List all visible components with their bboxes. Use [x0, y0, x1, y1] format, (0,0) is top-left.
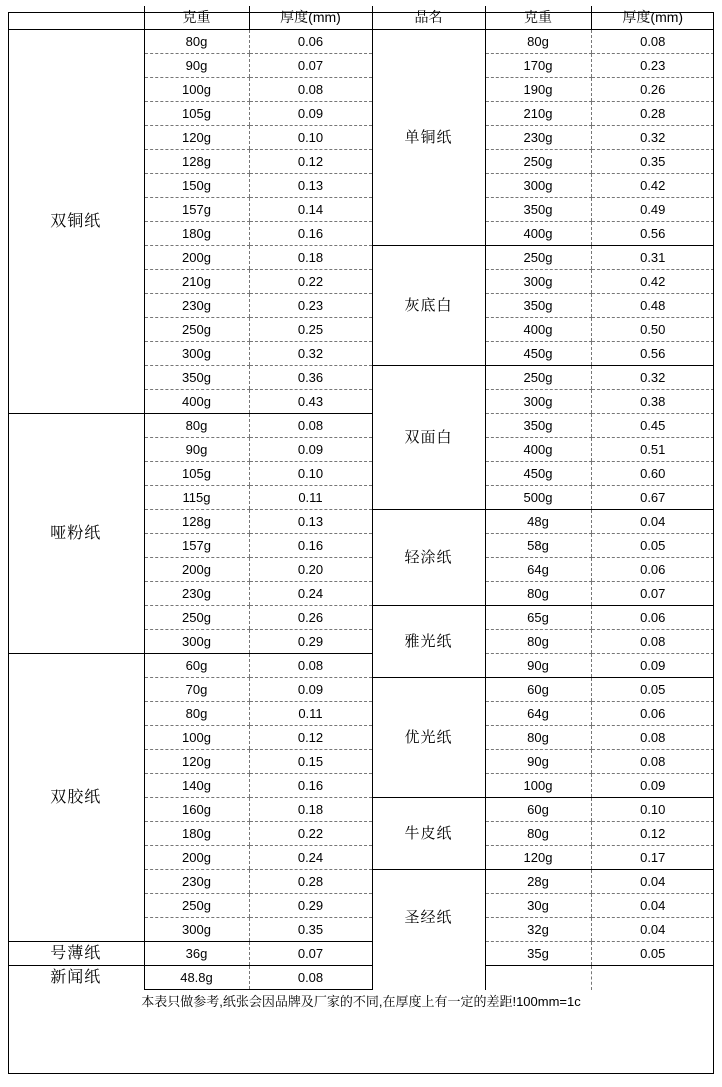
left-weight-cell: 100g — [144, 726, 249, 750]
right-thickness-cell: 0.04 — [591, 510, 714, 534]
right-weight-cell: 80g — [485, 726, 591, 750]
right-thickness-cell: 0.08 — [591, 30, 714, 54]
right-weight-cell: 300g — [485, 390, 591, 414]
right-weight-cell: 250g — [485, 246, 591, 270]
right-weight-cell: 64g — [485, 558, 591, 582]
header-product-name: 品名 — [372, 6, 485, 30]
right-thickness-cell: 0.08 — [591, 726, 714, 750]
left-weight-cell: 128g — [144, 150, 249, 174]
right-thickness-cell: 0.38 — [591, 390, 714, 414]
left-weight-cell: 120g — [144, 750, 249, 774]
left-thickness-cell: 0.18 — [249, 246, 372, 270]
left-weight-cell: 200g — [144, 246, 249, 270]
right-weight-cell: 64g — [485, 702, 591, 726]
left-thickness-cell: 0.09 — [249, 678, 372, 702]
right-weight-cell: 100g — [485, 774, 591, 798]
right-weight-cell: 90g — [485, 654, 591, 678]
left-thickness-cell: 0.18 — [249, 798, 372, 822]
left-weight-cell: 90g — [144, 54, 249, 78]
paper-thickness-table — [8, 6, 714, 1013]
right-weight-cell: 90g — [485, 750, 591, 774]
right-weight-cell: 80g — [485, 822, 591, 846]
left-weight-cell: 300g — [144, 342, 249, 366]
right-thickness-cell: 0.23 — [591, 54, 714, 78]
right-weight-cell: 60g — [485, 798, 591, 822]
left-weight-cell: 250g — [144, 894, 249, 918]
right-thickness-cell: 0.09 — [591, 654, 714, 678]
right-thickness-cell: 0.09 — [591, 774, 714, 798]
footer-note: 本表只做参考,纸张会因品牌及厂家的不同,在厚度上有一定的差距!100mm=1c — [141, 994, 581, 1009]
right-thickness-cell: 0.28 — [591, 102, 714, 126]
right-thickness-cell: 0.26 — [591, 78, 714, 102]
right-category-label: 单铜纸 — [372, 30, 485, 246]
table-row — [8, 966, 714, 990]
table-row — [8, 30, 714, 54]
right-thickness-cell: 0.04 — [591, 918, 714, 942]
right-thickness-cell: 0.56 — [591, 222, 714, 246]
left-weight-cell: 210g — [144, 270, 249, 294]
left-thickness-cell: 0.06 — [249, 30, 372, 54]
right-thickness-cell: 0.56 — [591, 342, 714, 366]
header-thickness-left: 厚度(mm) — [249, 6, 372, 30]
left-weight-cell: 300g — [144, 918, 249, 942]
right-thickness-cell: 0.48 — [591, 294, 714, 318]
right-weight-cell: 60g — [485, 678, 591, 702]
left-thickness-cell: 0.23 — [249, 294, 372, 318]
right-thickness-cell: 0.06 — [591, 702, 714, 726]
right-weight-cell: 80g — [485, 630, 591, 654]
left-weight-cell: 140g — [144, 774, 249, 798]
right-weight-cell: 350g — [485, 294, 591, 318]
right-thickness-cell: 0.08 — [591, 630, 714, 654]
right-thickness-cell: 0.05 — [591, 678, 714, 702]
left-thickness-cell: 0.13 — [249, 510, 372, 534]
left-weight-cell: 128g — [144, 510, 249, 534]
left-weight-cell: 90g — [144, 438, 249, 462]
right-weight-cell: 58g — [485, 534, 591, 558]
left-group-label: 新闻纸 — [8, 966, 144, 990]
right-thickness-cell: 0.05 — [591, 534, 714, 558]
left-thickness-cell: 0.07 — [249, 54, 372, 78]
header-weight-left: 克重 — [144, 6, 249, 30]
right-weight-cell: 400g — [485, 438, 591, 462]
right-weight-cell: 65g — [485, 606, 591, 630]
right-weight-cell: 450g — [485, 342, 591, 366]
right-thickness-cell: 0.50 — [591, 318, 714, 342]
left-thickness-cell: 0.32 — [249, 342, 372, 366]
left-thickness-cell: 0.29 — [249, 630, 372, 654]
left-thickness-cell: 0.43 — [249, 390, 372, 414]
right-thickness-cell — [591, 966, 714, 990]
right-weight-cell: 300g — [485, 174, 591, 198]
right-weight-cell: 80g — [485, 30, 591, 54]
left-group-label: 哑粉纸 — [8, 414, 144, 654]
right-thickness-cell: 0.05 — [591, 942, 714, 966]
left-weight-cell: 105g — [144, 462, 249, 486]
right-thickness-cell: 0.07 — [591, 582, 714, 606]
left-group-label: 双铜纸 — [50, 213, 102, 230]
table-body — [8, 6, 714, 1013]
left-thickness-cell: 0.29 — [249, 894, 372, 918]
left-weight-cell: 115g — [144, 486, 249, 510]
right-weight-cell: 500g — [485, 486, 591, 510]
table-row — [8, 414, 714, 438]
left-thickness-cell: 0.20 — [249, 558, 372, 582]
right-category-label: 双面白 — [372, 366, 485, 510]
left-weight-cell: 180g — [144, 222, 249, 246]
right-weight-cell: 48g — [485, 510, 591, 534]
left-weight-cell: 200g — [144, 846, 249, 870]
left-weight-cell: 48.8g — [144, 966, 249, 990]
right-category-label: 灰底白 — [372, 246, 485, 366]
left-thickness-cell: 0.09 — [249, 438, 372, 462]
right-category-label: 牛皮纸 — [372, 798, 485, 870]
right-thickness-cell: 0.51 — [591, 438, 714, 462]
left-weight-cell: 400g — [144, 390, 249, 414]
left-thickness-cell: 0.26 — [249, 606, 372, 630]
left-thickness-cell: 0.08 — [249, 414, 372, 438]
left-thickness-cell: 0.16 — [249, 534, 372, 558]
left-weight-cell: 80g — [144, 30, 249, 54]
left-thickness-cell: 0.28 — [249, 870, 372, 894]
right-weight-cell: 400g — [485, 222, 591, 246]
right-weight-cell: 35g — [485, 942, 591, 966]
right-weight-cell: 350g — [485, 414, 591, 438]
left-weight-cell: 230g — [144, 870, 249, 894]
right-weight-cell: 250g — [485, 150, 591, 174]
left-thickness-cell: 0.10 — [249, 462, 372, 486]
right-weight-cell: 210g — [485, 102, 591, 126]
right-thickness-cell: 0.32 — [591, 126, 714, 150]
left-weight-cell: 230g — [144, 582, 249, 606]
left-weight-cell: 60g — [144, 654, 249, 678]
left-thickness-cell: 0.36 — [249, 366, 372, 390]
right-thickness-cell: 0.06 — [591, 558, 714, 582]
left-thickness-cell: 0.11 — [249, 486, 372, 510]
left-thickness-cell: 0.08 — [249, 78, 372, 102]
right-weight-cell: 250g — [485, 366, 591, 390]
right-weight-cell: 30g — [485, 894, 591, 918]
right-thickness-cell: 0.31 — [591, 246, 714, 270]
left-weight-cell: 105g — [144, 102, 249, 126]
right-thickness-cell: 0.08 — [591, 750, 714, 774]
right-weight-cell: 32g — [485, 918, 591, 942]
left-thickness-cell: 0.24 — [249, 846, 372, 870]
left-thickness-cell: 0.13 — [249, 174, 372, 198]
left-weight-cell: 200g — [144, 558, 249, 582]
left-weight-cell: 157g — [144, 198, 249, 222]
right-category-label: 雅光纸 — [372, 606, 485, 678]
right-weight-cell: 120g — [485, 846, 591, 870]
right-category-label: 圣经纸 — [372, 870, 485, 966]
paper-thickness-table-document — [0, 6, 722, 1087]
left-thickness-cell: 0.10 — [249, 126, 372, 150]
right-thickness-cell: 0.67 — [591, 486, 714, 510]
left-weight-cell: 160g — [144, 798, 249, 822]
right-weight-cell — [485, 966, 591, 990]
table-row — [8, 654, 714, 678]
right-weight-cell: 80g — [485, 582, 591, 606]
left-thickness-cell: 0.08 — [249, 654, 372, 678]
right-weight-cell: 300g — [485, 270, 591, 294]
left-thickness-cell: 0.16 — [249, 774, 372, 798]
right-thickness-cell: 0.17 — [591, 846, 714, 870]
left-thickness-cell: 0.12 — [249, 150, 372, 174]
table-row — [8, 942, 714, 966]
right-weight-cell: 170g — [485, 54, 591, 78]
left-group-label: 双胶纸 — [8, 654, 144, 942]
left-weight-cell: 157g — [144, 534, 249, 558]
right-weight-cell: 400g — [485, 318, 591, 342]
right-thickness-cell: 0.32 — [591, 366, 714, 390]
left-thickness-cell: 0.07 — [249, 942, 372, 966]
left-thickness-cell: 0.24 — [249, 582, 372, 606]
right-thickness-cell: 0.12 — [591, 822, 714, 846]
header-weight-right: 克重 — [485, 6, 591, 30]
left-weight-cell: 250g — [144, 318, 249, 342]
left-thickness-cell: 0.35 — [249, 918, 372, 942]
right-thickness-cell: 0.60 — [591, 462, 714, 486]
left-weight-cell: 100g — [144, 78, 249, 102]
table-header-row — [8, 6, 714, 30]
left-weight-cell: 250g — [144, 606, 249, 630]
left-thickness-cell: 0.16 — [249, 222, 372, 246]
left-thickness-cell: 0.09 — [249, 102, 372, 126]
left-weight-cell: 150g — [144, 174, 249, 198]
right-thickness-cell: 0.49 — [591, 198, 714, 222]
right-weight-cell: 28g — [485, 870, 591, 894]
header-corner-cell — [8, 6, 144, 30]
left-thickness-cell: 0.22 — [249, 822, 372, 846]
right-weight-cell: 190g — [485, 78, 591, 102]
left-weight-cell: 300g — [144, 630, 249, 654]
right-category-label: 优光纸 — [372, 678, 485, 798]
left-thickness-cell: 0.14 — [249, 198, 372, 222]
left-weight-cell: 36g — [144, 942, 249, 966]
right-thickness-cell: 0.04 — [591, 894, 714, 918]
left-thickness-cell: 0.11 — [249, 702, 372, 726]
left-weight-cell: 180g — [144, 822, 249, 846]
right-category-label: 轻涂纸 — [372, 510, 485, 606]
header-thickness-right: 厚度(mm) — [591, 6, 714, 30]
right-thickness-cell: 0.10 — [591, 798, 714, 822]
right-thickness-cell: 0.04 — [591, 870, 714, 894]
left-thickness-cell: 0.25 — [249, 318, 372, 342]
left-thickness-cell: 0.12 — [249, 726, 372, 750]
right-weight-cell: 450g — [485, 462, 591, 486]
right-thickness-cell: 0.45 — [591, 414, 714, 438]
left-thickness-cell: 0.08 — [249, 966, 372, 990]
left-weight-cell: 80g — [144, 414, 249, 438]
footer-note-row — [8, 990, 714, 1014]
right-thickness-cell: 0.06 — [591, 606, 714, 630]
right-weight-cell: 350g — [485, 198, 591, 222]
right-thickness-cell: 0.42 — [591, 174, 714, 198]
left-weight-cell: 70g — [144, 678, 249, 702]
left-weight-cell: 350g — [144, 366, 249, 390]
left-weight-cell: 80g — [144, 702, 249, 726]
right-weight-cell: 230g — [485, 126, 591, 150]
left-weight-cell: 120g — [144, 126, 249, 150]
right-thickness-cell: 0.42 — [591, 270, 714, 294]
left-thickness-cell: 0.15 — [249, 750, 372, 774]
right-category-label-empty — [372, 966, 485, 990]
right-thickness-cell: 0.35 — [591, 150, 714, 174]
left-weight-cell: 230g — [144, 294, 249, 318]
left-thickness-cell: 0.22 — [249, 270, 372, 294]
left-group-label: 号薄纸 — [8, 942, 144, 966]
